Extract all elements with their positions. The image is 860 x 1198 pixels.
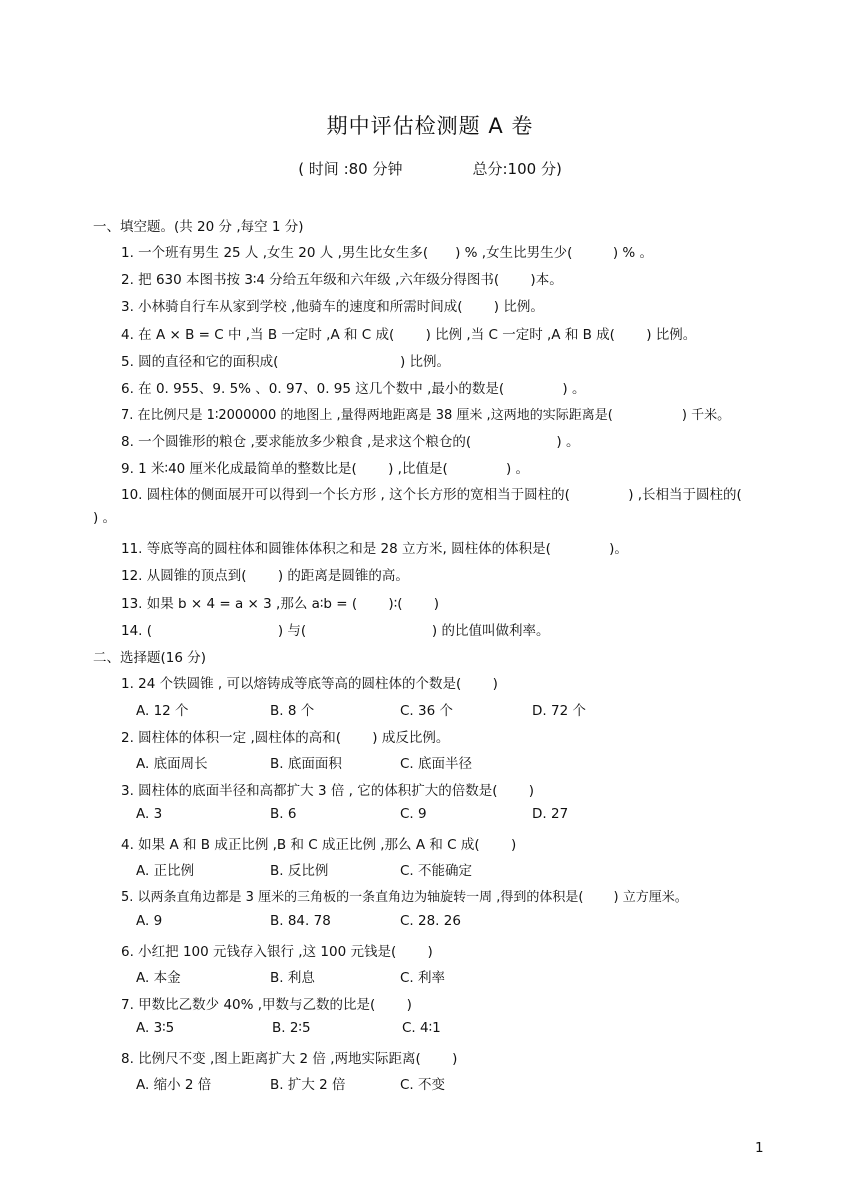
section-heading-multiple-choice: 二、选择题(16 分) bbox=[93, 650, 207, 666]
question-item: 2. 把 630 本图书按 3∶4 分给五年级和六年级 ,六年级分得图书( )本。 bbox=[121, 272, 563, 288]
question-item: 10. 圆柱体的侧面展开可以得到一个长方形 , 这个长方形的宽相当于圆柱的( ) ,长相当于圆柱的( ) 。 bbox=[93, 487, 801, 526]
choice-question-stem: 2. 圆柱体的体积一定 ,圆柱体的高和( ) 成反比例。 bbox=[121, 730, 450, 746]
choice-option: A. 3 bbox=[136, 806, 163, 822]
choice-question-stem: 3. 圆柱体的底面半径和高都扩大 3 倍 , 它的体积扩大的倍数是( ) bbox=[121, 783, 535, 799]
choice-option: A. 12 个 bbox=[136, 703, 189, 719]
question-item: 14. ( ) 与( ) 的比值叫做利率。 bbox=[121, 623, 550, 639]
choice-option: B. 84. 78 bbox=[270, 913, 331, 929]
page-title: 期中评估检测题 A 卷 bbox=[326, 114, 534, 138]
choice-question-stem: 6. 小红把 100 元钱存入银行 ,这 100 元钱是( ) bbox=[121, 944, 433, 960]
choice-option: B. 6 bbox=[270, 806, 297, 822]
choice-option: A. 本金 bbox=[136, 970, 181, 986]
choice-option: A. 缩小 2 倍 bbox=[136, 1077, 212, 1093]
total-score: 总分:100 分) bbox=[472, 160, 562, 178]
choice-question-stem: 7. 甲数比乙数少 40% ,甲数与乙数的比是( ) bbox=[121, 997, 412, 1013]
question-item: 4. 在 A × B = C 中 ,当 B 一定时 ,A 和 C 成( ) 比例 ,当 C 一定时 ,A 和 B 成( ) 比例。 bbox=[121, 327, 697, 343]
choice-option: B. 扩大 2 倍 bbox=[270, 1077, 346, 1093]
choice-question-stem: 4. 如果 A 和 B 成正比例 ,B 和 C 成正比例 ,那么 A 和 C 成( ) bbox=[121, 837, 517, 853]
choice-option: B. 利息 bbox=[270, 970, 315, 986]
question-item: 8. 一个圆锥形的粮仓 ,要求能放多少粮食 ,是求这个粮仓的( ) 。 bbox=[121, 434, 580, 450]
choice-question-stem: 1. 24 个铁圆锥 , 可以熔铸成等底等高的圆柱体的个数是( ) bbox=[121, 676, 498, 692]
choice-option: D. 72 个 bbox=[532, 703, 586, 719]
choice-question-stem: 8. 比例尺不变 ,图上距离扩大 2 倍 ,两地实际距离( ) bbox=[121, 1051, 458, 1067]
choice-option: A. 底面周长 bbox=[136, 756, 208, 772]
choice-option: C. 9 bbox=[400, 806, 427, 822]
question-item: 13. 如果 b × 4 = a × 3 ,那么 a∶b = ( )∶( ) bbox=[121, 596, 440, 612]
choice-option: B. 8 个 bbox=[270, 703, 315, 719]
time-limit: ( 时间 :80 分钟 bbox=[298, 160, 403, 178]
choice-question-stem: 5. 以两条直角边都是 3 厘米的三角板的一条直角边为轴旋转一周 ,得到的体积是( ) 立方厘米。 bbox=[121, 890, 688, 905]
question-item: 5. 圆的直径和它的面积成( ) 比例。 bbox=[121, 354, 450, 370]
choice-option: C. 28. 26 bbox=[400, 913, 461, 929]
choice-option: A. 正比例 bbox=[136, 863, 195, 879]
choice-option: C. 利率 bbox=[400, 970, 446, 986]
choice-option: C. 底面半径 bbox=[400, 756, 473, 772]
choice-option: B. 2∶5 bbox=[272, 1020, 311, 1036]
section-heading-fill-in: 一、填空题。(共 20 分 ,每空 1 分) bbox=[93, 219, 304, 235]
question-item: 1. 一个班有男生 25 人 ,女生 20 人 ,男生比女生多( ) % ,女生比男生少( ) % 。 bbox=[121, 245, 654, 261]
choice-option: B. 反比例 bbox=[270, 863, 329, 879]
question-item: 11. 等底等高的圆柱体和圆锥体体积之和是 28 立方米, 圆柱体的体积是( )。 bbox=[121, 541, 628, 557]
choice-option: D. 27 bbox=[532, 806, 569, 822]
question-item: 12. 从圆锥的顶点到( ) 的距离是圆锥的高。 bbox=[121, 568, 409, 584]
choice-option: A. 3∶5 bbox=[136, 1020, 175, 1036]
choice-option: B. 底面面积 bbox=[270, 756, 342, 772]
question-item: 7. 在比例尺是 1∶2000000 的地图上 ,量得两地距离是 38 厘米 ,这两地的实际距离是( ) 千米。 bbox=[121, 408, 731, 423]
choice-option: A. 9 bbox=[136, 913, 163, 929]
choice-option: C. 不能确定 bbox=[400, 863, 473, 879]
choice-option: C. 不变 bbox=[400, 1077, 446, 1093]
choice-option: C. 4∶1 bbox=[402, 1020, 441, 1036]
choice-option: C. 36 个 bbox=[400, 703, 453, 719]
question-item: 6. 在 0. 955、9. 5% 、0. 97、0. 95 这几个数中 ,最小的数是( ) 。 bbox=[121, 381, 586, 397]
exam-info bbox=[0, 158, 860, 179]
page-number: 1 bbox=[755, 1140, 764, 1156]
question-item: 9. 1 米∶40 厘米化成最简单的整数比是( ) ,比值是( ) 。 bbox=[121, 461, 530, 477]
question-item: 3. 小林骑自行车从家到学校 ,他骑车的速度和所需时间成( ) 比例。 bbox=[121, 299, 544, 315]
